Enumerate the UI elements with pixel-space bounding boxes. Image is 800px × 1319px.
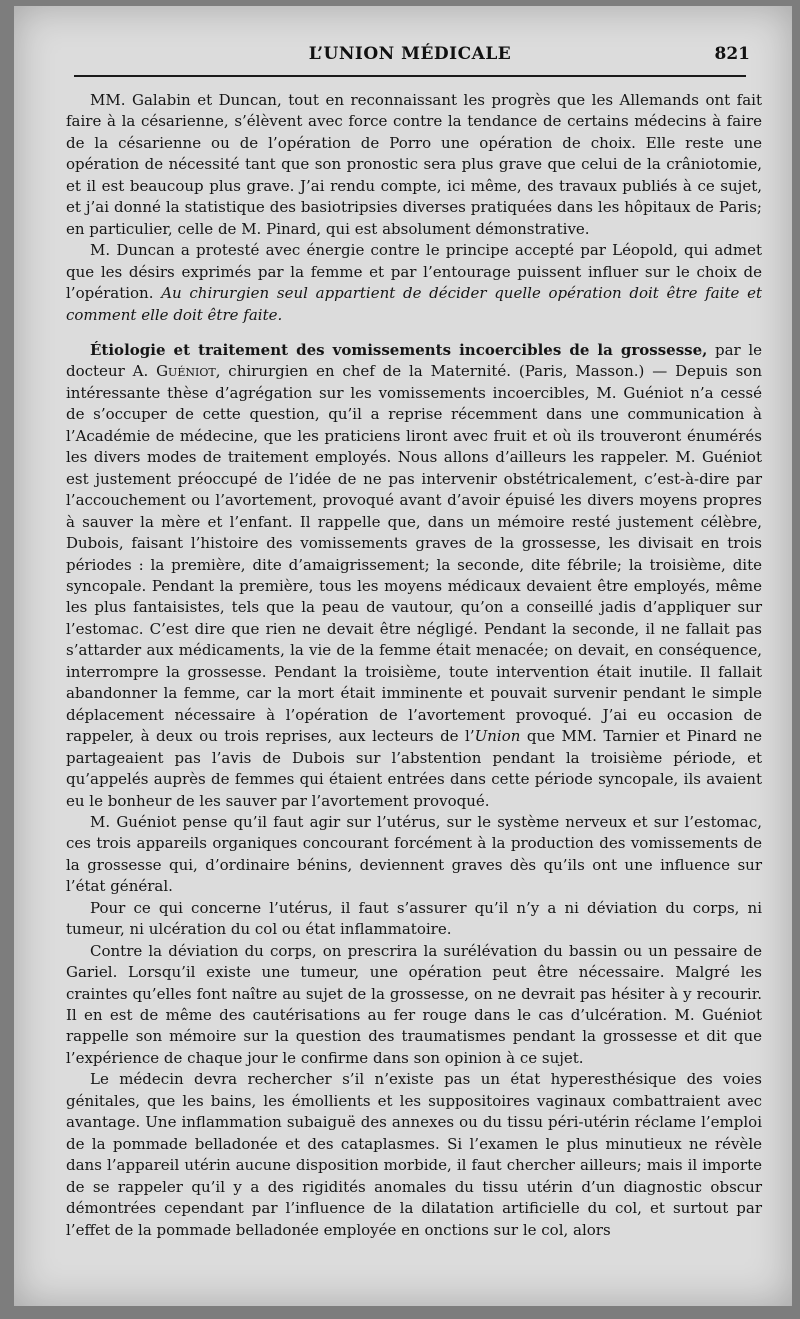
paragraph-text: Pour ce qui concerne l’utérus, il faut s’assurer qu’il n’y a ni déviation du corps, ni tumeur, ni ulcération du col ou état inflammatoire. — [66, 898, 762, 939]
paragraph — [66, 90, 762, 240]
paragraph-text: Le médecin devra rechercher s’il n’existe pas un état hyperesthésique des voies génitales, que les bains, les émollients et les suppositoires vaginaux combattraient avec avantage. Une inflammation subaiguë des annexes ou du tissu péri-utérin réclame l’emploi de la pommade belladonée et des cataplasmes. Si l’examen le plus minutieux ne révèle dans l’appareil utérin aucune disposition morbide, il faut chercher ailleurs; mais il importe de se rappeler qu’il y a des rigidités anomales du tissu utérin d’un diagnostic obscur démontrées cependant par l’influence de la dilatation artificielle du col, et surtout par l’effet de la pommade belladonée employée en onctions sur le col, alors — [66, 1070, 762, 1239]
author-name: Guéniot — [156, 362, 216, 381]
running-head — [70, 44, 750, 70]
article-body — [66, 90, 762, 1241]
paragraph — [66, 941, 762, 1070]
section-paragraph — [66, 340, 762, 812]
header-rule — [74, 75, 746, 77]
journal-title: L’UNION MÉDICALE — [308, 44, 512, 64]
paragraph-text: par le docteur A. — [66, 340, 762, 381]
paragraph — [66, 812, 762, 898]
paragraph-text: que MM. Tarnier et Pinard ne partageaient pas l’avis de Dubois sur l’abstention pendant la troisième période, et qu’appelés auprès de femmes qui étaient entrées dans cette période syncopale, ils avaient eu le bonheur de les sauver par l’avortement provoqué. — [66, 727, 762, 810]
paragraph-text: Contre la déviation du corps, on prescrira la surélévation du bassin ou un pessaire de Gariel. Lorsqu’il existe une tumeur, une opération peut être nécessaire. Malgré les craintes qu’elles font naître au sujet de la grossesse, on ne devrait pas hésiter à y recourir. Il en est de même des cautérisations au fer rouge dans le cas d’ulcération. M. Guéniot rappelle son mémoire sur la question des traumatismes pendant la grossesse et dit que l’expérience de chaque jour le confirme dans son opinion à ce sujet. — [66, 941, 762, 1067]
section-title: Étiologie et traitement des vomissements incoercibles de la grossesse, — [90, 340, 708, 359]
italic-quote: Au chirurgien seul appartient de décider quelle opération doit être faite et comment elle doit être faite. — [66, 284, 762, 324]
paragraph — [66, 898, 762, 941]
journal-name: Union — [474, 727, 521, 746]
paragraph-text: M. Duncan a protesté avec énergie contre le principe accepté par Léopold, qui admet que les désirs exprimés par la femme et par l’entourage puissent influer sur le choix de l’opération. — [66, 241, 762, 303]
paragraph — [66, 1069, 762, 1241]
paragraph — [66, 240, 762, 326]
paragraph-text: M. Guéniot pense qu’il faut agir sur l’utérus, sur le système nerveux et sur l’estomac, ces trois appareils organiques concourant forcément à la production des vomissements de la grossesse qui, d’ordinaire bénins, deviennent graves dès qu’ils ont une influence sur l’état général. — [66, 812, 762, 896]
paragraph-text: , chirurgien en chef de la Maternité. (Paris, Masson.) — Depuis son intéressante thèse d’agrégation sur les vomissements incoercibles, M. Guéniot n’a cessé de s’occuper de cette question, qu’il a reprise récemment dans une communication à l’Académie de médecine, que les praticiens liront avec fruit et où ils trouveront énumérés les divers modes de traitement employés. Nous allons d’ailleurs les rappeler. M. Guéniot est justement préoccupé de l’idée de ne pas intervenir obstétricalement, c’est-à-dire par l’accouchement ou l’avortement, provoqué avant d’avoir épuisé les divers moyens propres à sauver la mère et l’enfant. Il rappelle que, dans un mémoire resté justement célèbre, Dubois, faisant l’histoire des vomissements graves de la grossesse, les divisait en trois périodes : la première, dite d’amaigrissement; la seconde, dite fébrile; la troisième, dite syncopale. Pendant la première, tous les moyens médicaux devaient être employés, même les plus fantaisistes, tels que la peau de vautour, qu’on a conseillé jadis d’appliquer sur l’estomac. C’est dire que rien ne devait être négligé. Pendant la seconde, il ne fallait pas s’attarder aux médicaments, la vie de la femme était menacée; on devait, en conséquence, interrompre la grossesse. Pendant la troisième, toute intervention était inutile. Il fallait abandonner la femme, car la mort était imminente et pouvait survenir pendant le simple déplacement nécessaire à l’opération de l’avortement provoqué. J’ai eu occasion de rappeler, à deux ou trois reprises, aux lecteurs de l’ — [66, 362, 762, 746]
paragraph-text: MM. Galabin et Duncan, tout en reconnaissant les progrès que les Allemands ont fait faire à la césarienne, s’élèvent avec force contre la tendance de certains médecins à faire de la césarienne ou de l’opération de Porro une opération de choix. Elle reste une opération de nécessité tant que son pronostic sera plus grave que celui de la crâniotomie, et il est beaucoup plus grave. J’ai rendu compte, ici même, des travaux publiés à ce sujet, et j’ai donné la statistique des basiotripsies diverses pratiquées dans les hôpitaux de Paris; en particulier, celle de M. Pinard, qui est absolument démonstrative. — [66, 91, 762, 238]
page-number: 821 — [714, 44, 750, 64]
journal-page — [14, 6, 792, 1306]
